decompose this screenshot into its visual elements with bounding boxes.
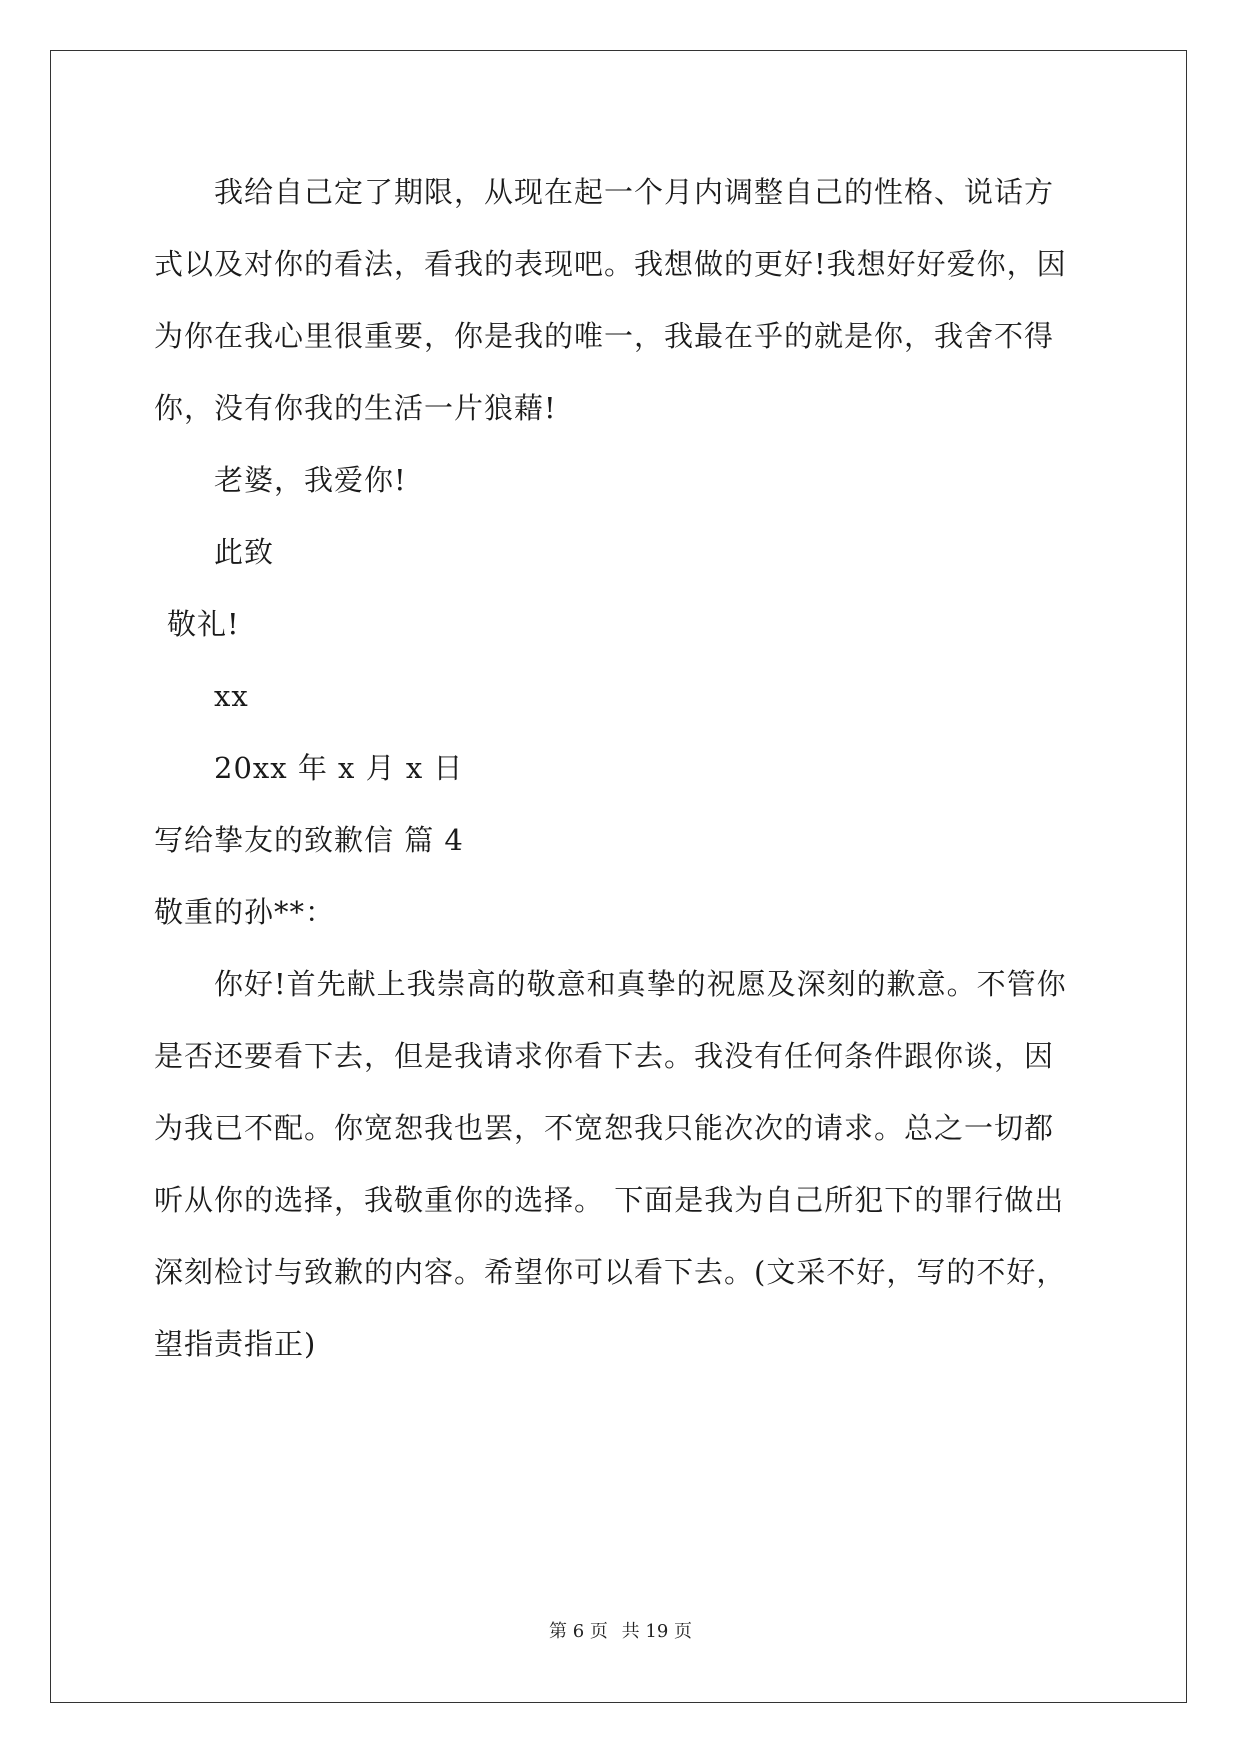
page-total: 共 19 页 [621,1621,692,1642]
body-line: 深刻检讨与致歉的内容。希望你可以看下去。(文采不好，写的不好， [154,1255,1067,1289]
body-line: 我给自己定了期限，从现在起一个月内调整自己的性格、说话方 [214,175,1055,209]
signature-date: 20xx 年 x 月 x 日 [214,751,464,785]
body-line: 为你在我心里很重要，你是我的唯一，我最在乎的就是你，我舍不得 [154,319,1055,353]
section-heading: 写给挚友的致歉信 篇 4 [154,823,464,857]
body-line: 为我已不配。你宽恕我也罢，不宽恕我只能次次的请求。总之一切都 [154,1111,1055,1145]
letter-addressee: 敬重的孙**： [154,895,336,929]
body-line: 望指责指正) [154,1327,317,1361]
signature-name: xx [214,679,249,713]
page-frame [50,50,1187,1703]
page-footer [0,1620,1241,1644]
body-line: 听从你的选择，我敬重你的选择。 下面是我为自己所犯下的罪行做出 [154,1183,1065,1217]
body-line: 你，没有你我的生活一片狼藉! [154,391,557,425]
salutation-line: 敬礼! [167,607,240,641]
body-line: 你好!首先献上我崇高的敬意和真挚的祝愿及深刻的歉意。不管你 [214,967,1067,1001]
body-line: 式以及对你的看法，看我的表现吧。我想做的更好!我想好好爱你，因 [154,247,1067,281]
page-number: 第 6 页 [549,1621,608,1642]
body-line: 是否还要看下去，但是我请求你看下去。我没有任何条件跟你谈，因 [154,1039,1055,1073]
closing-line: 此致 [214,535,275,569]
greeting-line: 老婆，我爱你! [214,463,407,497]
